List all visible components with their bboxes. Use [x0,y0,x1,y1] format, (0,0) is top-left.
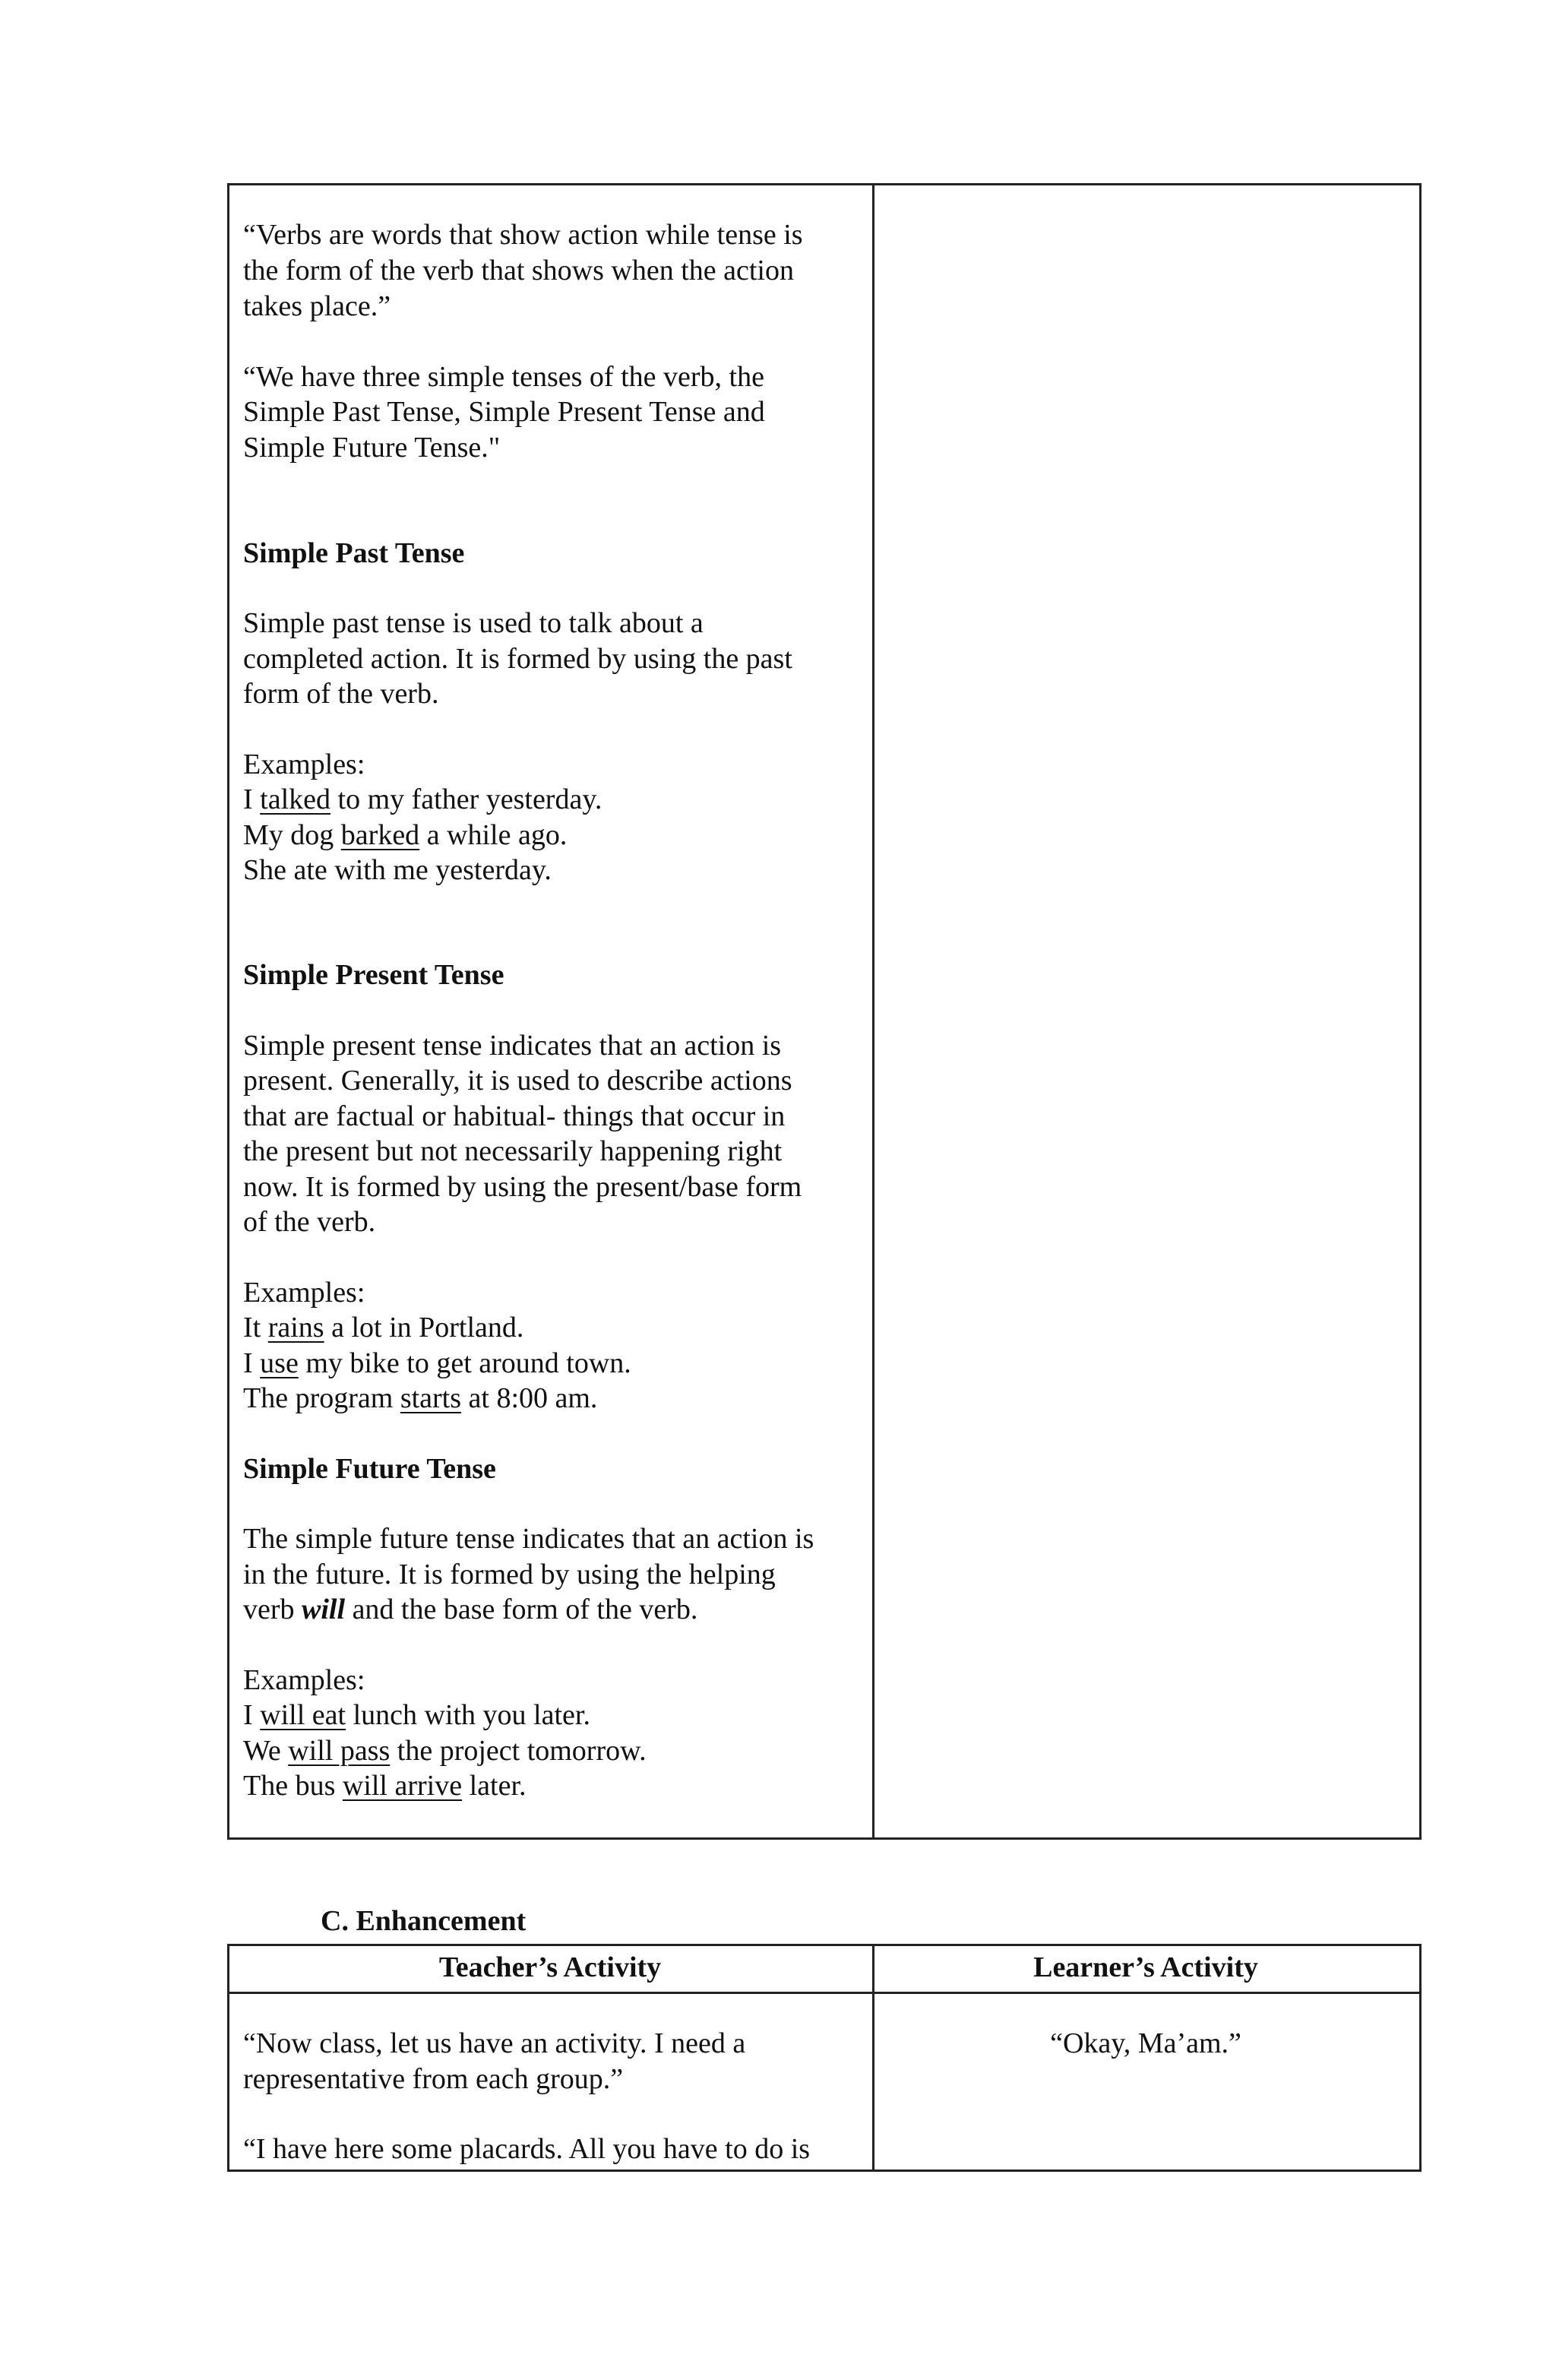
past-tense-text: completed action. It is formed by using the past [243,643,792,675]
teacher-activity-text: representative from each group.” [243,2063,624,2095]
teacher-activity-text: “Now class, let us have an activity. I need a [243,2027,746,2059]
past-tense-text: Simple past tense is used to talk about a [243,607,704,639]
intro-line: takes place.” [243,290,391,322]
example-sentence: I use my bike to get around town. [243,1347,631,1379]
present-tense-text: present. Generally, it is used to describe actions [243,1065,792,1097]
examples-label: Examples: [243,1277,365,1309]
present-tense-text: Simple present tense indicates that an action is [243,1030,782,1062]
verb-underlined: barked [340,819,420,851]
example-sentence: The program starts at 8:00 am. [243,1382,598,1414]
future-tense-heading: Simple Future Tense [243,1453,496,1485]
intro-line: “Verbs are words that show action while tense is [243,219,803,251]
teacher-activity-header: Teacher’s Activity [438,1951,662,1983]
learner-activity-text: “Okay, Ma’am.” [1050,2027,1241,2059]
example-sentence: I talked to my father yesterday. [243,783,602,815]
verb-underlined: rains [267,1312,324,1343]
verb-underlined: will pass [288,1735,391,1767]
learner-activity-header: Learner’s Activity [1033,1951,1258,1983]
present-tense-heading: Simple Present Tense [243,959,504,991]
intro-line: the form of the verb that shows when the action [243,255,794,286]
three-tenses-line: “We have three simple tenses of the verb, the [243,361,764,393]
future-tense-text: The simple future tense indicates that an action is [243,1523,814,1555]
future-tense-text: in the future. It is formed by using the helping [243,1559,776,1590]
verb-underlined: starts [400,1382,462,1414]
present-tense-text: now. It is formed by using the present/base form [243,1171,802,1203]
present-tense-text: of the verb. [243,1206,376,1238]
example-sentence: My dog barked a while ago. [243,819,568,851]
examples-label: Examples: [243,748,365,780]
header-divider [229,1992,1419,1994]
example-sentence: It rains a lot in Portland. [243,1312,524,1343]
three-tenses-line: Simple Past Tense, Simple Present Tense and [243,396,765,428]
past-tense-heading: Simple Past Tense [243,537,465,569]
example-sentence: She ate with me yesterday. [243,854,552,886]
future-tense-text: verb will and the base form of the verb. [243,1594,698,1625]
teacher-activity-text: “I have here some placards. All you have to do is [243,2133,811,2165]
helping-verb-will: will [302,1594,346,1625]
present-tense-text: the present but not necessarily happening right [243,1135,783,1167]
verb-underlined: use [260,1347,299,1379]
example-sentence: I will eat lunch with you later. [243,1699,590,1731]
section-heading-enhancement: C. Enhancement [321,1905,527,1937]
example-sentence: We will pass the project tomorrow. [243,1735,647,1767]
verb-underlined: will eat [260,1699,346,1731]
present-tense-text: that are factual or habitual- things that occur in [243,1100,786,1132]
column-divider [872,185,874,1837]
verb-underlined: will arrive [342,1770,463,1802]
verb-underlined: talked [260,783,331,815]
examples-label: Examples: [243,1664,365,1696]
example-sentence: The bus will arrive later. [243,1770,527,1802]
three-tenses-line: Simple Future Tense." [243,432,501,464]
past-tense-text: form of the verb. [243,678,439,710]
